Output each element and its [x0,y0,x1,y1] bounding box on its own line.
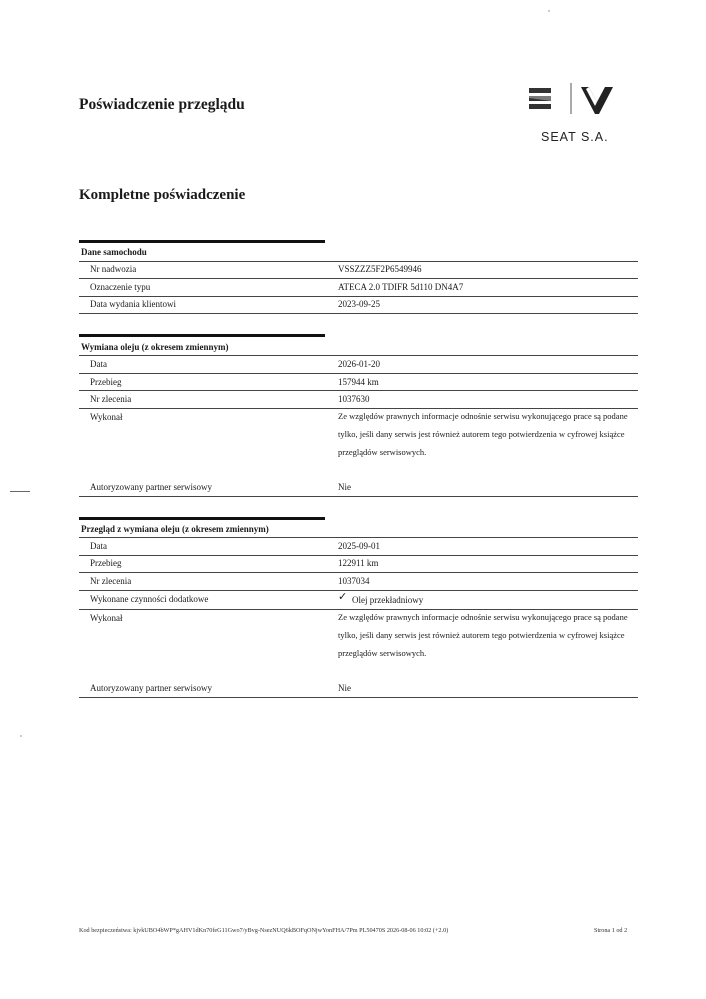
divider [79,390,638,391]
row-value: 2023-09-25 [338,299,380,309]
divider [79,537,638,538]
row-label: Nr nadwozia [90,264,137,274]
row-label: Wykonał [90,613,123,623]
row-label: Oznaczenie typu [90,282,151,292]
divider [79,555,638,556]
divider [79,697,638,698]
divider [79,496,638,497]
row-value: Nie [338,683,351,693]
brand-logo [529,80,617,122]
row-label: Autoryzowany partner serwisowy [90,482,212,492]
section-bar [79,517,325,520]
row-value: VSSZZZ5F2P6549946 [338,264,422,274]
row-value: Nie [338,482,351,492]
row-value: 1037034 [338,576,370,586]
row-label: Wykonał [90,412,123,422]
row-value: Olej przekładniowy [352,595,424,605]
margin-mark [10,491,30,492]
row-label: Data wydania klientowi [90,299,176,309]
section-bar [79,334,325,337]
row-value: ATECA 2.0 TDIFR 5d110 DN4A7 [338,282,464,292]
row-value: 2026-01-20 [338,359,380,369]
row-label: Autoryzowany partner serwisowy [90,683,212,693]
row-value-paragraph: Ze względów prawnych informacje odnośnie serwisu wykonującego prace są podane tylko, jeśli dany serwis jest również autorem tego potwierdzenia w cyfrowej książce przeglądów serwisowych. [338,612,628,658]
row-value: 122911 km [338,558,379,568]
row-value-paragraph: Ze względów prawnych informacje odnośnie serwisu wykonującego prace są podane tylko, jeśli dany serwis jest również autorem tego potwierdzenia w cyfrowej książce przeglądów serwisowych. [338,411,628,457]
scan-speck [548,10,550,12]
divider [79,313,638,314]
section-title-vehicle: Dane samochodu [81,247,147,257]
divider [79,355,638,356]
seat-logo-icon [529,88,551,109]
row-label: Przebieg [90,377,122,387]
row-label: Wykonane czynności dodatkowe [90,594,209,604]
divider [79,373,638,374]
divider [79,261,638,262]
section-bar [79,240,325,243]
row-value: 1037630 [338,394,370,404]
company-name: SEAT S.A. [541,130,609,144]
divider [79,278,638,279]
section-title-oil-change: Wymiana oleju (z okresem zmiennym) [81,342,229,352]
divider [79,572,638,573]
document-title: Poświadczenie przeglądu [79,96,245,113]
row-value: 2025-09-01 [338,541,380,551]
row-label: Data [90,541,107,551]
page-number: Strona 1 od 2 [594,927,628,934]
scan-speck [20,735,22,737]
security-code: Kod bezpieczeństwa: kjvkUBO4bWP*gAHV1dKn70feG11Gwo7/yBvg-NsezNUQ6kBOFqONjwYonFHA/7Pm PL50470S 2026-08-06 10:02 (+2.0) [79,927,449,934]
checkmark-icon: ✓ [338,590,348,603]
row-label: Nr zlecenia [90,576,132,586]
divider [79,296,638,297]
section-heading: Kompletne poświadczenie [79,187,246,203]
cupra-logo-icon [581,87,613,114]
row-label: Nr zlecenia [90,394,132,404]
row-label: Data [90,359,107,369]
divider [79,590,638,591]
row-value: 157944 km [338,377,379,387]
row-label: Przebieg [90,558,122,568]
section-title-inspection: Przegląd z wymiana oleju (z okresem zmiennym) [81,524,269,534]
